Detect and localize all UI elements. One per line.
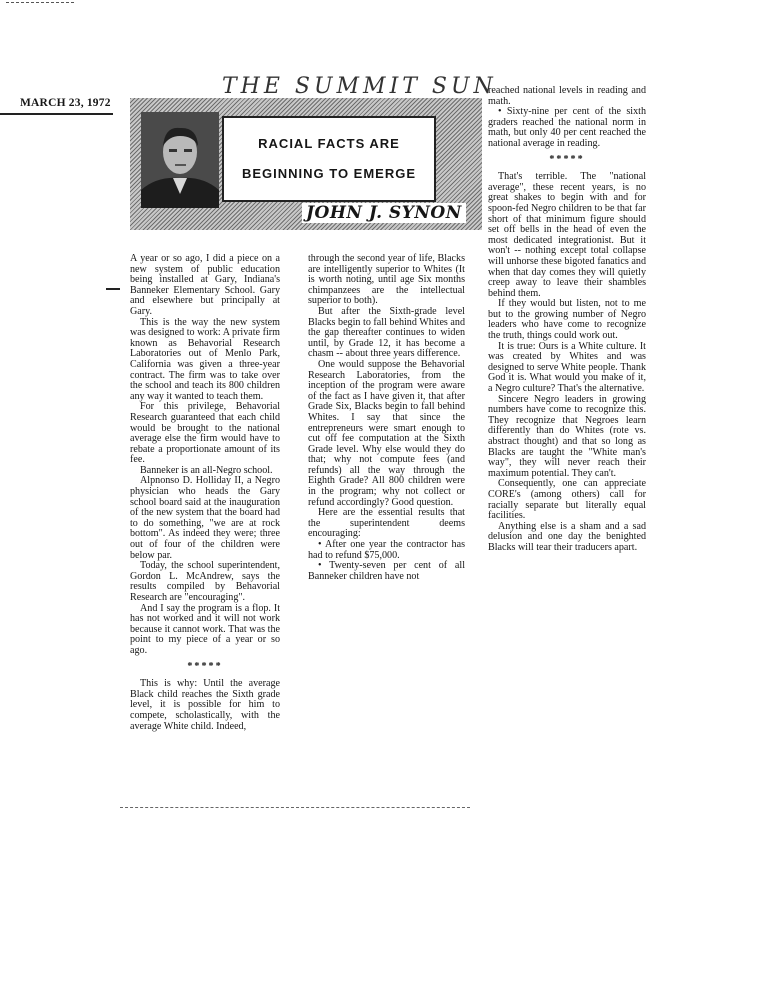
headline-line-2: BEGINNING TO EMERGE: [241, 166, 417, 181]
section-divider: *****: [187, 660, 223, 672]
paragraph: Here are the essential results that the superintendent deems encouraging:: [308, 507, 465, 540]
paragraph: Consequently, one can appreciate CORE's (among others) call for racially separate but literally equal facilities.: [488, 478, 646, 522]
paragraph: Anything else is a sham and a sad delusion and one day the benighted Blacks will tear their traducers apart.: [488, 520, 646, 553]
paragraph: This is why: Until the average Black child reaches the Sixth grade level, it is possible for him to compete, scholastically, with the average White child. Indeed,: [130, 678, 280, 732]
bullet-paragraph: • After one year the contractor has had to refund $75,000.: [308, 539, 465, 561]
paragraph: through the second year of life, Blacks are intelligently superior to Whites (It is worth noting, until age Six months chimpanzees are the intellectual superior to both).: [308, 253, 465, 307]
bullet-paragraph: • Twenty-seven per cent of all Banneker children have not: [308, 560, 465, 582]
publication-date: MARCH 23, 1972: [20, 97, 111, 109]
section-divider: *****: [549, 153, 585, 165]
paragraph: For this privilege, Behavorial Research guaranteed that each child would be brought to the national average else the firm would have to rebate a proportionate amount of its fee.: [130, 401, 280, 466]
paragraph: A year or so ago, I did a piece on a new system of public education being installed at Gary, Indiana's Banneker Elementary School. Gary and elsewhere but principally at Gary.: [130, 253, 280, 317]
article-column-3: [488, 86, 646, 554]
bottom-dash: [120, 807, 470, 808]
paragraph: Alpnonso D. Holliday II, a Negro physician who heads the Gary school board said at the inauguration of the new system that the board had to do something, "we are at rock bottom". As indeed they were; three out of four of the children were below par.: [130, 475, 280, 561]
author-byline: JOHN J. SYNON: [302, 203, 466, 223]
portrait-icon: [141, 112, 219, 208]
paragraph: It is true: Ours is a White culture. It was created by Whites and was designed to serve White people. Thank God it is. What would you make of it, a Negro culture? That's the alternative.: [488, 340, 646, 395]
paragraph: Sincere Negro leaders in growing numbers have come to recognize this. They recognize that Negroes learn differently than do Whites (rote vs. abstract thought) and that so long as Blacks are taught the "White man's way", they will never reach their maximum potential. They can't.: [488, 393, 646, 479]
paragraph: This is the way the new system was designed to work: A private firm known as Behavorial Research Laboratories out of Menlo Park, California was given a three-year contract. The firm was to take over the school and teach its 800 children any way it wanted to teach them.: [130, 316, 280, 402]
bullet-paragraph: • Sixty-nine per cent of the sixth graders reached the national norm in math, but only 40 per cent reached the national average in reading.: [488, 106, 646, 149]
paragraph: If they would but listen, not to me but to the growing number of Negro leaders who have come to recognize the truth, things could work out.: [488, 298, 646, 342]
paragraph: Today, the school superintendent, Gordon L. McAndrew, says the results compiled by Behavorial Research are "encouraging".: [130, 560, 280, 603]
paragraph: But after the Sixth-grade level Blacks begin to fall behind Whites and the gap thereafter continues to widen until, by Grade 12, it has become a chasm -- about three years difference.: [308, 305, 465, 360]
margin-mark: [106, 288, 120, 290]
date-rule: [0, 113, 113, 115]
author-photo: [141, 112, 219, 208]
article-column-2: [308, 254, 465, 582]
paragraph: One would suppose the Behavorial Research Laboratories, from the inception of the program were aware of the fact as I have given it, that after Grade Six, Blacks begin to fall behind Whites. I say that since the entrepreneurs were smart enough to cut off fee computation at the Sixth Grade level. Why else would they do that; why not compute fees (and refunds) all the way through the Eighth Grade? All 800 children were in the program; why not collect or refund accordingly? Good question.: [308, 358, 465, 508]
paragraph: That's terrible. The "national average", these recent years, is no great shakes to begin with and for spoon-fed Negro children to be that far short of that minimum figure should set off bells in the head of even the most dedicated integrationist. But it won't -- nothing except total collapse will unhorse these bigoted fanatics and when that day comes they will quietly creep away to leave their shambles behind them.: [488, 171, 646, 299]
paragraph: Banneker is an all-Negro school.: [140, 464, 273, 476]
paragraph: reached national levels in reading and math.: [488, 85, 646, 107]
top-edge-dash: [6, 2, 74, 3]
headline-box: [222, 116, 436, 202]
newspaper-masthead: THE SUMMIT SUN: [222, 74, 497, 99]
paragraph: And I say the program is a flop. It has not worked and it will not work because it cannot work. That was the point to my piece of a year or so ago.: [130, 602, 280, 656]
headline-line-1: RACIAL FACTS ARE: [258, 136, 400, 151]
article-column-1: [130, 254, 280, 732]
